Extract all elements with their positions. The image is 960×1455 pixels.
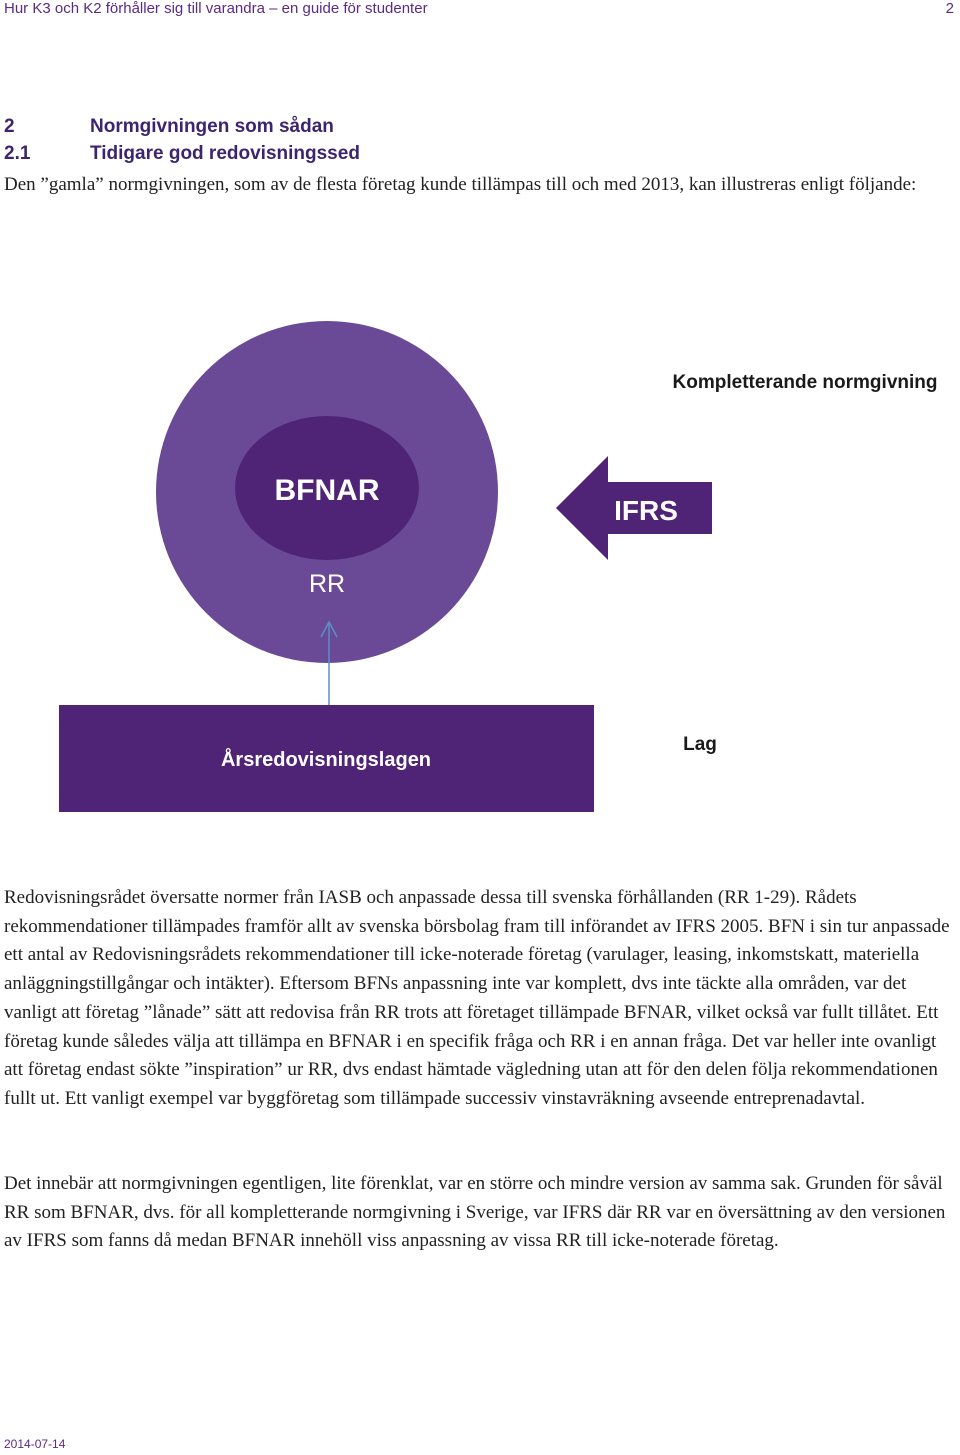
- section-title: Normgivningen som sådan: [90, 116, 334, 137]
- ifrs-label: IFRS: [614, 495, 678, 526]
- subsection-number: 2.1: [4, 143, 31, 164]
- section-heading: [4, 116, 334, 138]
- rr-label: RR: [308, 570, 346, 598]
- arsredovisningslagen-label: Årsredovisningslagen: [220, 749, 432, 771]
- body-paragraph-2: Det innebär att normgivningen egentligen, lite förenklat, var en större och mindre version av samma sak. Grunden för såväl RR som BFNAR, dvs. för all kompletterande normgivning i Sverige, var IFRS där RR var en översättning av den versionen av IFRS som fanns då medan BFNAR innehöll viss anpassning av vissa RR till icke-noterade företag.: [4, 1173, 946, 1252]
- page-number: 2: [945, 0, 954, 17]
- intro-paragraph: Den ”gamla” normgivningen, som av de flesta företag kunde tillämpas till och med 2013, kan illustreras enligt följande:: [4, 174, 917, 195]
- footer-date: 2014-07-14: [4, 1437, 66, 1451]
- body-paragraph-1: Redovisningsrådet översatte normer från IASB och anpassade dessa till svenska förhållanden (RR 1-29). Rådets rekommendationer tillämpades framför allt av svenska börsbolag fram till införandet av IFRS 2005. BFN i sin tur anpassade ett antal av Redovisningsrådets rekommendationer till icke-noterade företag (varulager, leasing, inkomstskatt, materiella anläggningstillgångar och intäkter). Eftersom BFNs anpassning inte var komplett, dvs inte täckte alla områden, var det vanligt att företag ”lånade” sätt att redovisa från RR trots att företaget tillämpade BFNAR, vilket också var fullt tillåtet. Ett företag kunde således välja att tillämpa en BFNAR i en specifik fråga och RR i en annan fråga. Det var heller inte ovanligt att företag endast sökte ”inspiration” ur RR, dvs endast hämtade vägledning utan att för den delen följa rekommendationen fullt ut. Ett vanligt exempel var byggföretag som tillämpade successiv vinstavräkning avseende entreprenadavtal.: [4, 887, 950, 1109]
- section-number: 2: [4, 116, 15, 137]
- lag-label: Lag: [683, 734, 717, 755]
- supplementary-label: Kompletterande normgivning: [672, 372, 938, 393]
- normgivning-diagram: [0, 320, 960, 820]
- subsection-title: Tidigare god redovisningssed: [90, 143, 360, 164]
- document-header-title: Hur K3 och K2 förhåller sig till varandra – en guide för studenter: [4, 0, 428, 17]
- bfnar-label: BFNAR: [274, 474, 380, 507]
- subsection-heading: [4, 143, 360, 165]
